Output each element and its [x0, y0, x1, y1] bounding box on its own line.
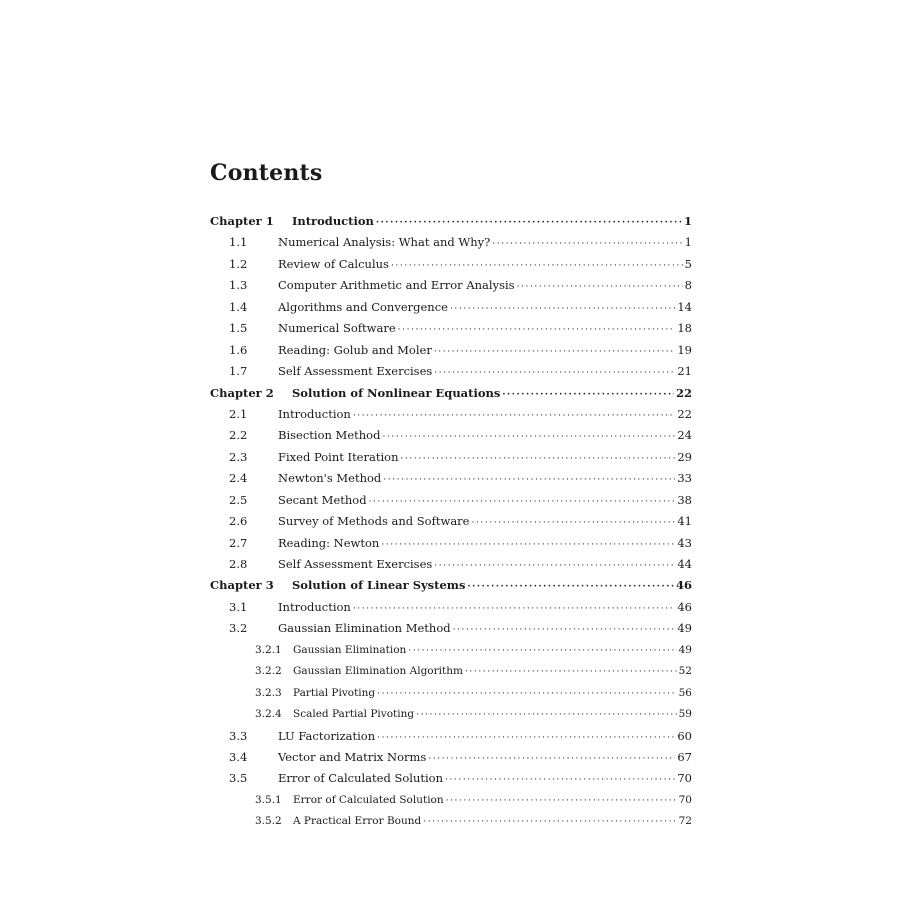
toc-entry-subsection[interactable]: [210, 811, 692, 832]
toc-entry-section[interactable]: [210, 425, 692, 446]
entry-number: 3.2.2: [255, 665, 282, 678]
toc-entry-section[interactable]: [210, 533, 692, 554]
dot-leader: [445, 770, 675, 791]
page-title: Contents: [210, 160, 323, 186]
entry-number: 3.5.2: [255, 815, 282, 828]
entry-title: Self Assessment Exercises: [278, 364, 433, 379]
entry-number: 3.2.3: [255, 686, 282, 699]
entry-number: 3.2.4: [255, 708, 282, 721]
dot-leader: [408, 641, 676, 662]
entry-title: Introduction: [278, 599, 351, 614]
entry-title: Newton's Method: [278, 471, 382, 486]
entry-page-number: 8: [684, 278, 692, 293]
entry-page-number: 41: [677, 514, 692, 529]
toc-entry-section[interactable]: [210, 554, 692, 575]
entry-page-number: 1: [684, 235, 692, 250]
entry-title: Survey of Methods and Software: [278, 514, 470, 529]
dot-leader: [467, 577, 674, 598]
dot-leader: [416, 705, 677, 726]
toc-entry-chapter[interactable]: [210, 211, 692, 232]
dot-leader: [383, 470, 675, 491]
dot-leader: [502, 385, 674, 406]
entry-number: 2.3: [229, 449, 248, 464]
entry-title: Gaussian Elimination Algorithm: [293, 665, 463, 678]
entry-title: Introduction: [292, 214, 374, 228]
entry-title: Error of Calculated Solution: [278, 771, 443, 786]
entry-number: 3.4: [229, 749, 248, 764]
dot-leader: [376, 213, 682, 234]
entry-page-number: 43: [677, 535, 692, 550]
entry-title: Review of Calculus: [278, 256, 389, 271]
entry-title: Numerical Analysis: What and Why?: [278, 235, 491, 250]
toc-entry-section[interactable]: [210, 747, 692, 768]
entry-page-number: 18: [677, 321, 692, 336]
toc-entry-section[interactable]: [210, 768, 692, 789]
dot-leader: [423, 812, 676, 833]
entry-title: Solution of Nonlinear Equations: [292, 385, 501, 400]
entry-number: 2.6: [229, 514, 248, 529]
dot-leader: [517, 277, 683, 298]
entry-page-number: 14: [677, 299, 692, 314]
entry-page-number: 29: [677, 449, 692, 464]
entry-number: 3.3: [229, 728, 248, 743]
entry-number: 3.5: [229, 771, 248, 786]
entry-title: Error of Calculated Solution: [293, 793, 444, 806]
entry-page-number: 60: [677, 728, 692, 743]
toc-entry-section[interactable]: [210, 726, 692, 747]
entry-number: 1.6: [229, 342, 248, 357]
entry-page-number: 67: [677, 749, 692, 764]
dot-leader: [377, 684, 676, 705]
entry-title: Partial Pivoting: [293, 686, 376, 699]
toc-entry-section[interactable]: [210, 468, 692, 489]
dot-leader: [434, 342, 676, 363]
dot-leader: [434, 363, 675, 384]
entry-page-number: 49: [678, 643, 692, 656]
dot-leader: [453, 620, 676, 641]
entry-title: Gaussian Elimination Method: [278, 621, 451, 636]
entry-number: 2.2: [229, 428, 248, 443]
toc-entry-section[interactable]: [210, 297, 692, 318]
toc-entry-section[interactable]: [210, 404, 692, 425]
toc-entry-section[interactable]: [210, 318, 692, 339]
entry-number: 3.1: [229, 599, 248, 614]
entry-number: 2.8: [229, 557, 248, 571]
toc-entry-subsection[interactable]: [210, 704, 692, 725]
entry-number: 1.1: [229, 235, 248, 250]
dot-leader: [353, 406, 676, 427]
entry-number: 1.2: [229, 256, 248, 271]
dot-leader: [369, 492, 676, 513]
dot-leader: [450, 299, 675, 320]
entry-title: A Practical Error Bound: [293, 815, 422, 828]
entry-title: Computer Arithmetic and Error Analysis: [278, 278, 515, 293]
dot-leader: [446, 791, 677, 812]
entry-page-number: 46: [677, 599, 692, 614]
toc-entry-section[interactable]: [210, 361, 692, 382]
entry-page-number: 44: [677, 557, 692, 571]
table-of-contents: [210, 211, 692, 833]
entry-title: Vector and Matrix Norms: [278, 749, 427, 764]
dot-leader: [391, 256, 683, 277]
dot-leader: [381, 535, 675, 556]
entry-title: Algorithms and Convergence: [278, 299, 448, 314]
entry-title: Numerical Software: [278, 321, 396, 336]
entry-number: Chapter 1: [210, 214, 274, 228]
dot-leader: [377, 728, 675, 749]
toc-entry-subsection[interactable]: [210, 790, 692, 811]
toc-entry-section[interactable]: [210, 254, 692, 275]
entry-number: 3.2: [229, 621, 248, 636]
entry-page-number: 56: [678, 686, 692, 699]
dot-leader: [465, 662, 677, 683]
entry-title: Solution of Linear Systems: [292, 578, 466, 593]
dot-leader: [398, 320, 676, 341]
entry-page-number: 22: [677, 406, 692, 421]
toc-entry-section[interactable]: [210, 340, 692, 361]
entry-title: Self Assessment Exercises: [278, 557, 433, 571]
toc-entry-section[interactable]: [210, 490, 692, 511]
toc-entry-section[interactable]: [210, 511, 692, 532]
entry-number: Chapter 3: [210, 578, 274, 593]
entry-number: 1.5: [229, 321, 248, 336]
entry-page-number: 70: [678, 793, 692, 806]
entry-title: Introduction: [278, 406, 351, 421]
toc-entry-chapter[interactable]: [210, 575, 692, 596]
dot-leader: [472, 513, 676, 534]
entry-title: LU Factorization: [278, 728, 376, 743]
dot-leader: [400, 449, 675, 470]
entry-page-number: 19: [677, 342, 692, 357]
toc-entry-section[interactable]: [210, 597, 692, 618]
entry-page-number: 49: [677, 621, 692, 636]
entry-page-number: 52: [678, 665, 692, 678]
entry-title: Gaussian Elimination: [293, 643, 407, 656]
entry-title: Scaled Partial Pivoting: [293, 708, 415, 721]
entry-number: 1.3: [229, 278, 248, 293]
dot-leader: [492, 234, 682, 255]
dot-leader: [382, 427, 675, 448]
entry-title: Bisection Method: [278, 428, 381, 443]
entry-number: Chapter 2: [210, 385, 274, 400]
entry-number: 3.5.1: [255, 793, 282, 806]
entry-number: 2.4: [229, 471, 248, 486]
entry-page-number: 21: [677, 364, 692, 379]
entry-number: 3.2.1: [255, 643, 282, 656]
entry-title: Reading: Newton: [278, 535, 380, 550]
entry-title: Reading: Golub and Moler: [278, 342, 432, 357]
entry-page-number: 22: [675, 385, 692, 400]
toc-entry-section[interactable]: [210, 447, 692, 468]
entry-page-number: 5: [684, 256, 692, 271]
entry-number: 2.7: [229, 535, 248, 550]
entry-page-number: 33: [677, 471, 692, 486]
toc-entry-section[interactable]: [210, 232, 692, 253]
dot-leader: [353, 599, 676, 620]
entry-page-number: 46: [675, 578, 692, 593]
dot-leader: [434, 556, 675, 577]
entry-page-number: 38: [677, 492, 692, 507]
entry-page-number: 72: [678, 815, 692, 828]
toc-entry-subsection[interactable]: [210, 640, 692, 661]
entry-page-number: 1: [683, 214, 692, 228]
toc-entry-subsection[interactable]: [210, 661, 692, 682]
entry-number: 2.5: [229, 492, 248, 507]
toc-entry-chapter[interactable]: [210, 383, 692, 404]
entry-number: 1.7: [229, 364, 248, 379]
entry-number: 2.1: [229, 406, 248, 421]
entry-page-number: 59: [678, 708, 692, 721]
dot-leader: [428, 749, 675, 770]
entry-title: Secant Method: [278, 492, 367, 507]
entry-title: Fixed Point Iteration: [278, 449, 399, 464]
entry-page-number: 24: [677, 428, 692, 443]
entry-number: 1.4: [229, 299, 248, 314]
toc-entry-section[interactable]: [210, 618, 692, 639]
toc-entry-subsection[interactable]: [210, 683, 692, 704]
entry-page-number: 70: [677, 771, 692, 786]
toc-entry-section[interactable]: [210, 275, 692, 296]
